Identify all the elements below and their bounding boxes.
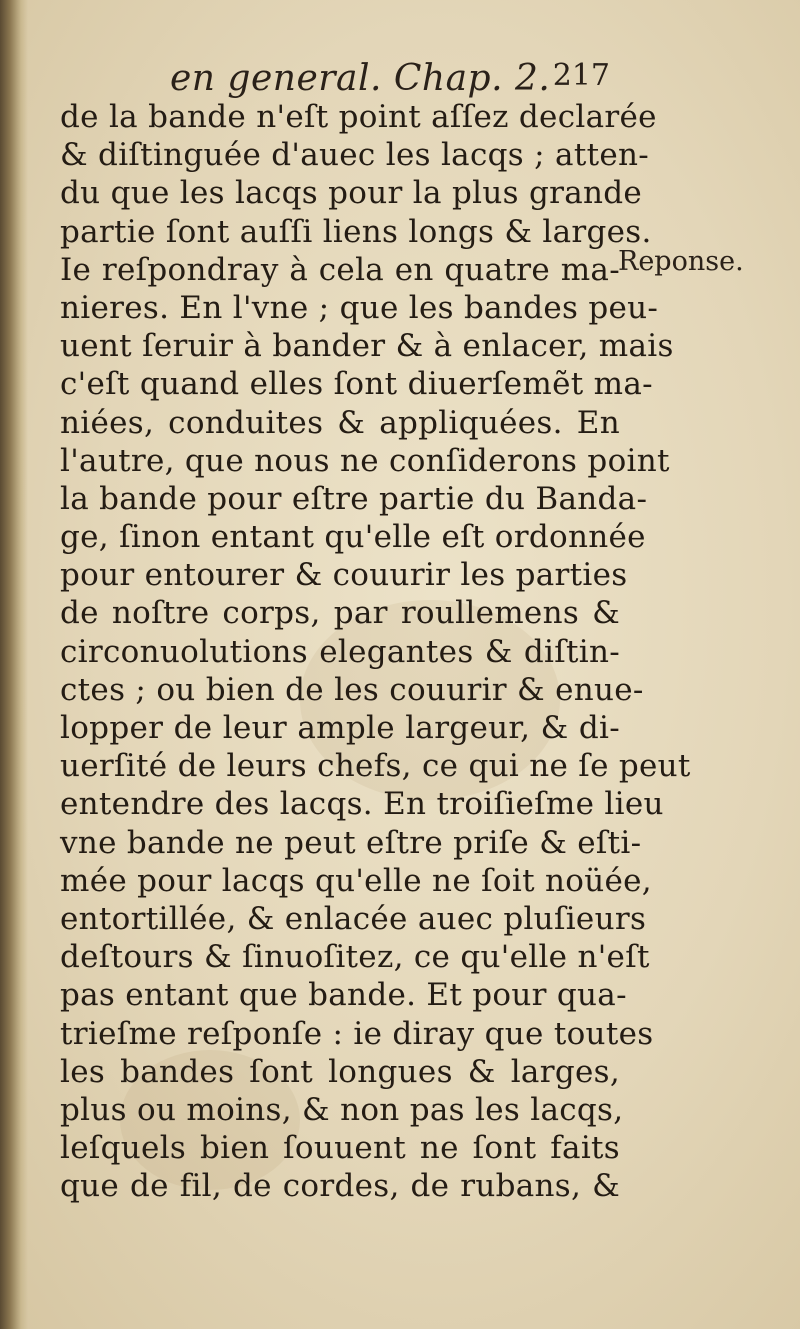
text-line: de noſtre corps, par roullemens & [60,595,620,632]
text-line: vne bande ne peut eſtre priſe & eſti- [60,824,642,861]
running-head [170,58,610,102]
text-line: lopper de leur ample largeur, & di- [60,710,620,746]
text-line: ctes ; ou bien de les couurir & enue- [60,671,644,708]
text-line: c'eſt quand elles ſont diuerſemẽt ma- [60,366,653,403]
text-line: niées, conduites & appliquées. En [60,404,620,441]
text-line: plus ou moins, & non pas les lacqs, [60,1091,624,1128]
text-line: pas entant que bande. Et pour qua- [60,977,627,1014]
text-line: de la bande n'eſt point aſſez declarée [60,99,657,135]
running-head-title: en general. Chap. 2. [170,58,551,99]
page-number: 217 [552,58,610,93]
text-line: trieſme reſponſe : ie diray que toutes [60,1015,654,1052]
margin-note: Reponse. [618,246,744,277]
text-line: deſtours & ſinuoſitez, ce qu'elle n'eſt [60,939,650,976]
text-line: uent ſeruir à bander & à enlacer, mais [60,328,674,365]
text-line: entortillée, & enlacée auec pluſieurs [60,900,647,937]
text-line: ge, ſinon entant qu'elle eſt ordonnée [60,519,646,556]
text-line: partie ſont auſſi liens longs & larges. [60,213,652,250]
text-line: leſquels bien ſouuent ne ſont faits [60,1130,620,1167]
text-line: uerſité de leurs chefs, ce qui ne ſe peut [60,748,691,785]
text-line: les bandes ſont longues & larges, [60,1053,620,1090]
text-line: Ie reſpondray à cela en quatre ma- [60,251,620,288]
text-line: entendre des lacqs. En troiſieſme lieu [60,786,664,823]
text-line: la bande pour eſtre partie du Banda- [60,480,648,517]
text-line: mée pour lacqs qu'elle ne ſoit noüée, [60,862,652,899]
binding-gutter [0,0,28,1329]
text-line: nieres. En l'vne ; que les bandes peu- [60,289,659,326]
text-line: l'autre, que nous ne conſiderons point [60,442,670,479]
text-line: pour entourer & couurir les parties [60,557,628,594]
text-line: que de fil, de cordes, de rubans, & [60,1168,620,1205]
text-line: circonuolutions elegantes & diſtin- [60,633,620,670]
text-line: & diſtinguée d'auec les lacqs ; atten- [60,137,650,174]
text-line: du que les lacqs pour la plus grande [60,175,643,212]
